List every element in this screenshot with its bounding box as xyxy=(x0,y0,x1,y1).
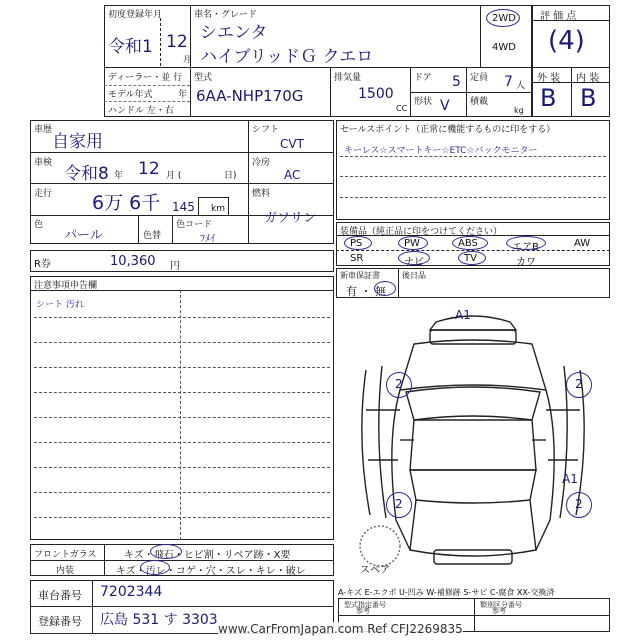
mark-rear-a1: A1 xyxy=(562,472,578,486)
warranty-value: 有 ・ 無 xyxy=(346,285,386,298)
equip-ps-circle xyxy=(344,236,372,250)
shape-value: V xyxy=(440,98,450,114)
equip-navi-circle xyxy=(398,251,430,265)
color-code-value: ﾌﾒｲ xyxy=(200,234,215,245)
equip-pw: PW xyxy=(404,238,420,249)
recycle-row xyxy=(30,250,334,272)
front-glass-circle xyxy=(150,544,182,559)
door-label: ドア xyxy=(414,73,432,83)
equip-ps: PS xyxy=(350,238,363,249)
color-change-label: 色替 xyxy=(143,231,162,241)
mark-tire-fr-value: 2 xyxy=(575,377,583,391)
form-type-label: 型式指定番号 xyxy=(344,601,386,609)
year-unit: 年 xyxy=(178,90,188,100)
equip-abs-circle xyxy=(452,236,488,250)
equipment-label: 装備品（純正品に印をつけてください） xyxy=(340,227,503,237)
drive-2wd-circle xyxy=(486,9,520,27)
notes-label: 注意事項申告欄 xyxy=(34,281,98,291)
car-name: シエンタ xyxy=(200,23,268,43)
drive-4wd: 4WD xyxy=(492,42,516,53)
recycle-value: 10,360 xyxy=(110,254,156,269)
warranty-label: 新車保証書 xyxy=(340,271,380,280)
class-label: 類別区分番号 xyxy=(480,601,522,609)
capacity-label: 定員 xyxy=(470,73,489,83)
legend: A-キズ E-エクボ U-凹み W-補修跡 S-サビ C-腐食 XX-交換済 xyxy=(338,588,555,597)
inspection-value: 令和8 xyxy=(64,164,109,184)
warranty-circle xyxy=(374,281,396,296)
capacity-unit: 人 xyxy=(516,81,526,91)
usage-label: 車歴 xyxy=(34,125,53,135)
usage-value: 自家用 xyxy=(52,132,103,152)
shift-value: CVT xyxy=(280,137,304,151)
shape-label: 形状 xyxy=(414,97,433,107)
handle-label: ハンドル 左・右 xyxy=(108,106,174,116)
inspection-month-unit: 月 ( xyxy=(166,171,182,181)
cc-unit: CC xyxy=(396,104,408,113)
inspection-day-unit: 日) xyxy=(224,171,237,181)
type-label: 型式 xyxy=(194,73,213,83)
recycle-unit: 円 xyxy=(170,261,180,272)
inspection-label: 車検 xyxy=(34,158,53,168)
notes-block xyxy=(30,276,334,540)
capacity-value: 7 xyxy=(504,74,513,90)
equip-airbag: エアB xyxy=(512,242,539,253)
chassis-value: 7202344 xyxy=(100,584,163,600)
color-label: 色 xyxy=(34,220,44,230)
form-ref-label: 参考 xyxy=(356,607,370,615)
car-diagram xyxy=(336,300,610,590)
color-value: パール xyxy=(64,228,103,243)
interior-grade: B xyxy=(580,84,597,112)
mileage-label: 走行 xyxy=(34,189,53,199)
equip-tv: TV xyxy=(464,253,477,264)
interior-circle xyxy=(140,560,170,575)
mileage-sub: 145 xyxy=(172,200,195,214)
drive-2wd: 2WD xyxy=(492,13,516,24)
mark-tire-rr-value: 2 xyxy=(575,497,583,511)
first-reg-month: 12 xyxy=(166,32,188,52)
first-reg-era: 令和1 xyxy=(108,37,153,57)
equip-tv-circle xyxy=(458,251,486,265)
dealer-label: ディーラー・並 行 xyxy=(108,73,183,83)
exterior-grade: B xyxy=(540,84,557,112)
equip-pw-circle xyxy=(398,236,428,250)
color-code-label: 色コード xyxy=(176,220,213,230)
mark-tire-fl-value: 2 xyxy=(395,377,403,391)
class-ref-label: 参考 xyxy=(492,607,506,615)
equip-sr: SR xyxy=(350,253,364,264)
aircon-label: 冷房 xyxy=(252,158,271,168)
shift-label: シフト xyxy=(252,125,280,135)
month-unit: 月 xyxy=(183,55,191,64)
reg-value: 広島 531 す 3303 xyxy=(100,612,218,628)
type-value: 6AA-NHP170G xyxy=(196,87,304,105)
equip-airbag-circle xyxy=(506,236,546,250)
notes-line1: シート 汚れ xyxy=(36,300,84,310)
mileage-value: 6万 6千 xyxy=(92,192,161,214)
name-grade-label: 車名・グレード xyxy=(194,10,258,20)
interior-bottom-label: 内装 xyxy=(56,566,75,576)
interior-label: 内 装 xyxy=(576,73,600,84)
km-unit: km xyxy=(211,204,225,214)
fuel-value: ガソリン xyxy=(264,211,317,226)
door-value: 5 xyxy=(452,74,461,90)
displacement-value: 1500 xyxy=(358,86,394,102)
mark-front-a1: A1 xyxy=(455,308,471,322)
equip-navi: ナビ xyxy=(404,257,424,268)
car-grade: ハイブリッドＧ クエロ xyxy=(200,47,374,67)
reg-label: 登録番号 xyxy=(38,615,82,628)
front-glass-label: フロントガラス xyxy=(34,550,97,560)
equip-leather: カワ xyxy=(516,257,536,268)
watermark: www.CarFromJapan.com Ref CFJ2269835 xyxy=(218,622,463,636)
equip-aw: AW xyxy=(574,238,591,249)
equip-abs: ABS xyxy=(458,238,478,249)
kg-unit: kg xyxy=(514,106,524,115)
mark-tire-rl-value: 2 xyxy=(395,497,403,511)
aircon-value: AC xyxy=(284,168,301,182)
front-glass-options: キズ・飛石・ヒビ割・リペア跡・X要 xyxy=(124,550,291,561)
load-label: 積載 xyxy=(470,97,489,107)
sales-point-block xyxy=(336,120,610,220)
exterior-label: 外 装 xyxy=(537,73,561,84)
afterward-label: 後日品 xyxy=(402,271,426,280)
spare-label: スペア xyxy=(360,565,390,576)
rating-label: 評 価 点 xyxy=(540,11,577,22)
sales-point-line1: キーレス☆スマートキー☆ETC☆バックモニター xyxy=(344,146,538,156)
fuel-label: 燃料 xyxy=(252,189,271,199)
inspection-year-unit: 年 xyxy=(114,171,124,181)
recycle-label: R券 xyxy=(34,259,51,270)
sales-point-label: セールスポイント（正常に機能するものに印をする） xyxy=(340,125,556,135)
model-year-label: モデル年式 xyxy=(108,90,153,100)
rating-value: (4) xyxy=(548,26,585,56)
chassis-label: 車台番号 xyxy=(38,589,82,602)
inspection-month: 12 xyxy=(138,159,160,179)
first-reg-label: 初度登録年月 xyxy=(108,10,163,20)
displacement-label: 排気量 xyxy=(334,73,362,83)
interior-options: キズ・汚レ・コゲ・穴・スレ・キレ・破レ xyxy=(116,566,306,577)
